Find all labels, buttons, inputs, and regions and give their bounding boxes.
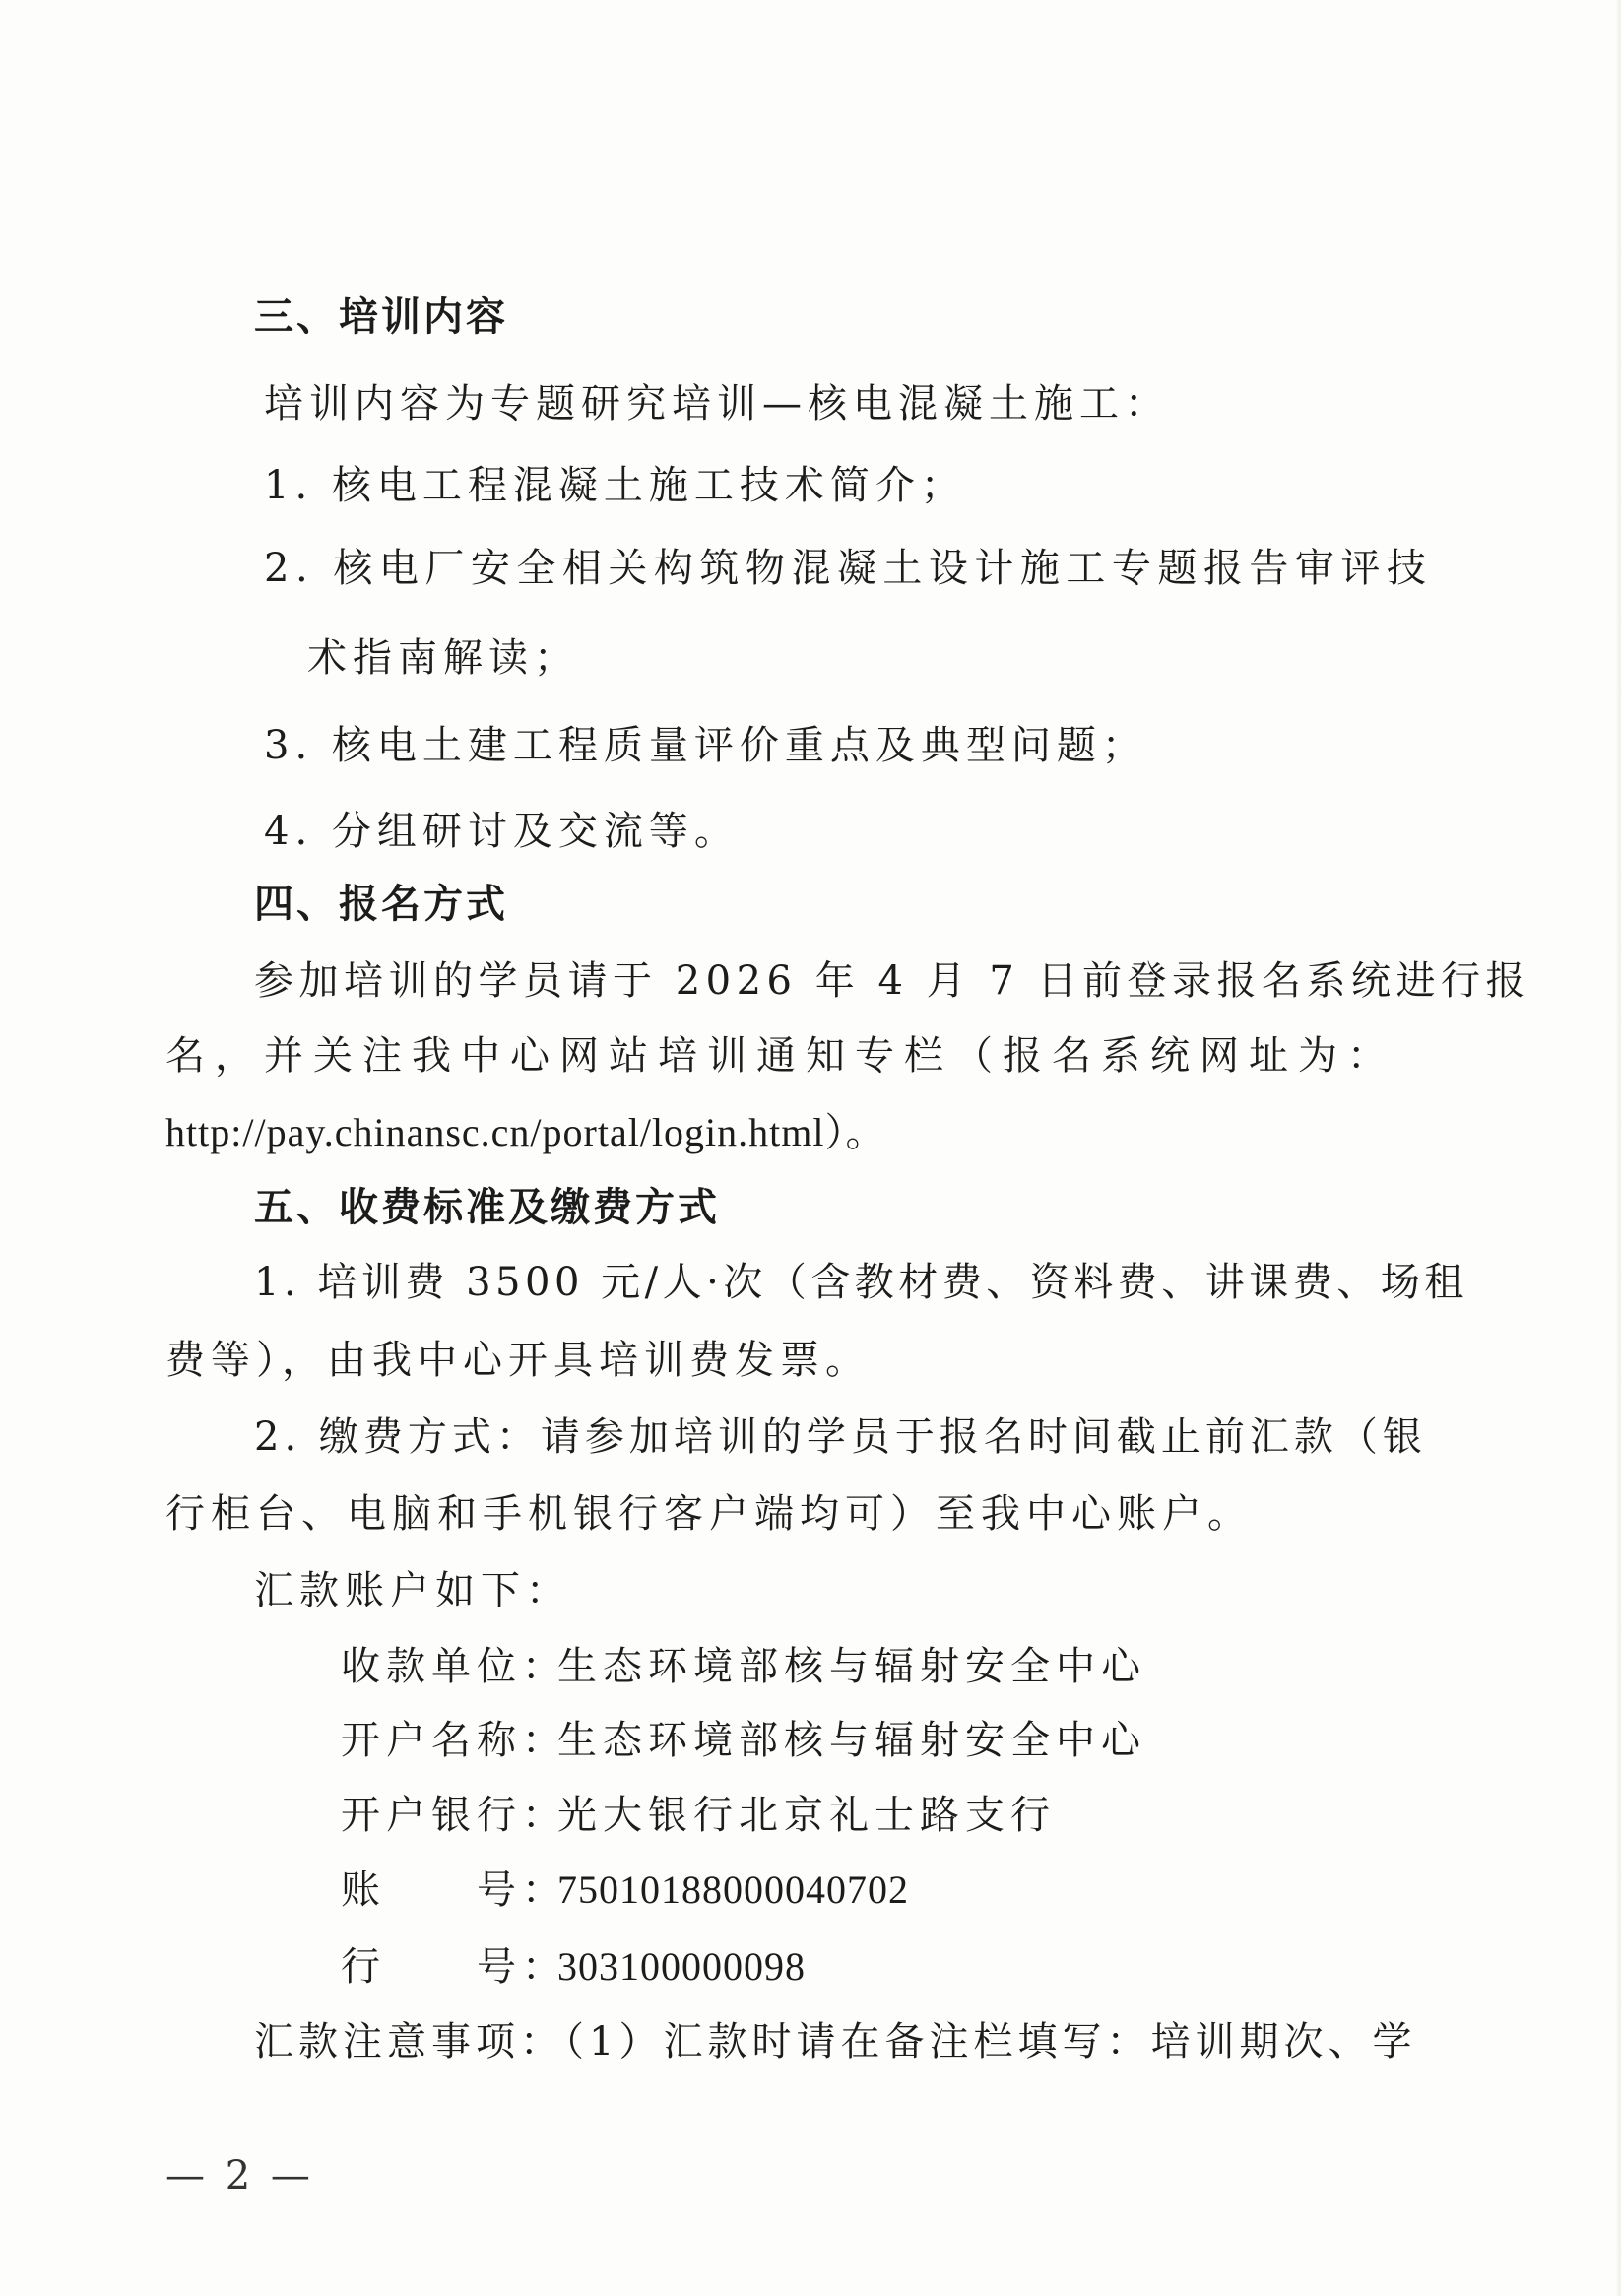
section-three-item-4: 4. 分组研讨及交流等。 <box>264 809 740 854</box>
account-number-value: 75010188000040702 <box>557 1868 909 1912</box>
section-five-line-2: 费等），由我中心开具培训费发票。 <box>165 1338 871 1383</box>
account-payee-label: 收款单位： <box>341 1644 567 1689</box>
remittance-notice: 汇款注意事项：（1）汇款时请在备注栏填写：培训期次、学 <box>254 2019 1417 2065</box>
section-five-line-3: 2. 缴费方式：请参加培训的学员于报名时间截止前汇款（银 <box>254 1414 1427 1460</box>
account-code-label: 行 号： <box>341 1944 567 1990</box>
account-bank-value: 光大银行北京礼士路支行 <box>557 1793 1056 1838</box>
section-four-line-2: 名，并关注我中心网站培训通知专栏（报名系统网址为： <box>165 1033 1396 1079</box>
page-number: — 2 — <box>165 2153 314 2198</box>
section-three-item-3: 3. 核电土建工程质量评价重点及典型问题； <box>264 723 1147 768</box>
scan-edge <box>1615 0 1621 2296</box>
account-code-value: 303100000098 <box>557 1944 806 1989</box>
account-code-row <box>341 1944 806 1990</box>
section-five-line-5: 汇款账户如下： <box>254 1568 571 1613</box>
account-name-label: 开户名称： <box>341 1718 567 1763</box>
registration-url[interactable]: http://pay.chinansc.cn/portal/login.html）。 <box>165 1110 886 1154</box>
account-name-value: 生态环境部核与辐射安全中心 <box>557 1718 1146 1763</box>
section-three-intro: 培训内容为专题研究培训—核电混凝土施工： <box>264 381 1170 426</box>
account-bank-row <box>341 1793 1056 1838</box>
section-four-line-1: 参加培训的学员请于 2026 年 4 月 7 日前登录报名系统进行报 <box>254 958 1530 1004</box>
section-three-item-2-text: 2. 核电厂安全相关构筑物混凝土设计施工专题报告审评技 <box>264 546 1433 591</box>
account-payee-row <box>341 1644 1146 1689</box>
account-number-row <box>341 1868 909 1913</box>
account-payee-value: 生态环境部核与辐射安全中心 <box>557 1644 1146 1689</box>
section-three-item-2 <box>264 546 1433 591</box>
account-bank-label: 开户银行： <box>341 1793 567 1838</box>
account-name-row <box>341 1718 1146 1763</box>
section-five-line-4: 行柜台、电脑和手机银行客户端均可）至我中心账户。 <box>165 1491 1253 1537</box>
section-four-title: 四、报名方式 <box>254 882 508 927</box>
section-three-item-2-cont: 术指南解读； <box>307 635 579 681</box>
account-number-label: 账 号： <box>341 1868 567 1913</box>
section-five-title: 五、收费标准及缴费方式 <box>254 1185 720 1230</box>
section-three-item-1: 1. 核电工程混凝土施工技术简介； <box>264 463 966 508</box>
section-five-line-1: 1. 培训费 3500 元/人·次（含教材费、资料费、讲课费、场租 <box>254 1260 1468 1305</box>
section-three-title: 三、培训内容 <box>254 295 508 340</box>
